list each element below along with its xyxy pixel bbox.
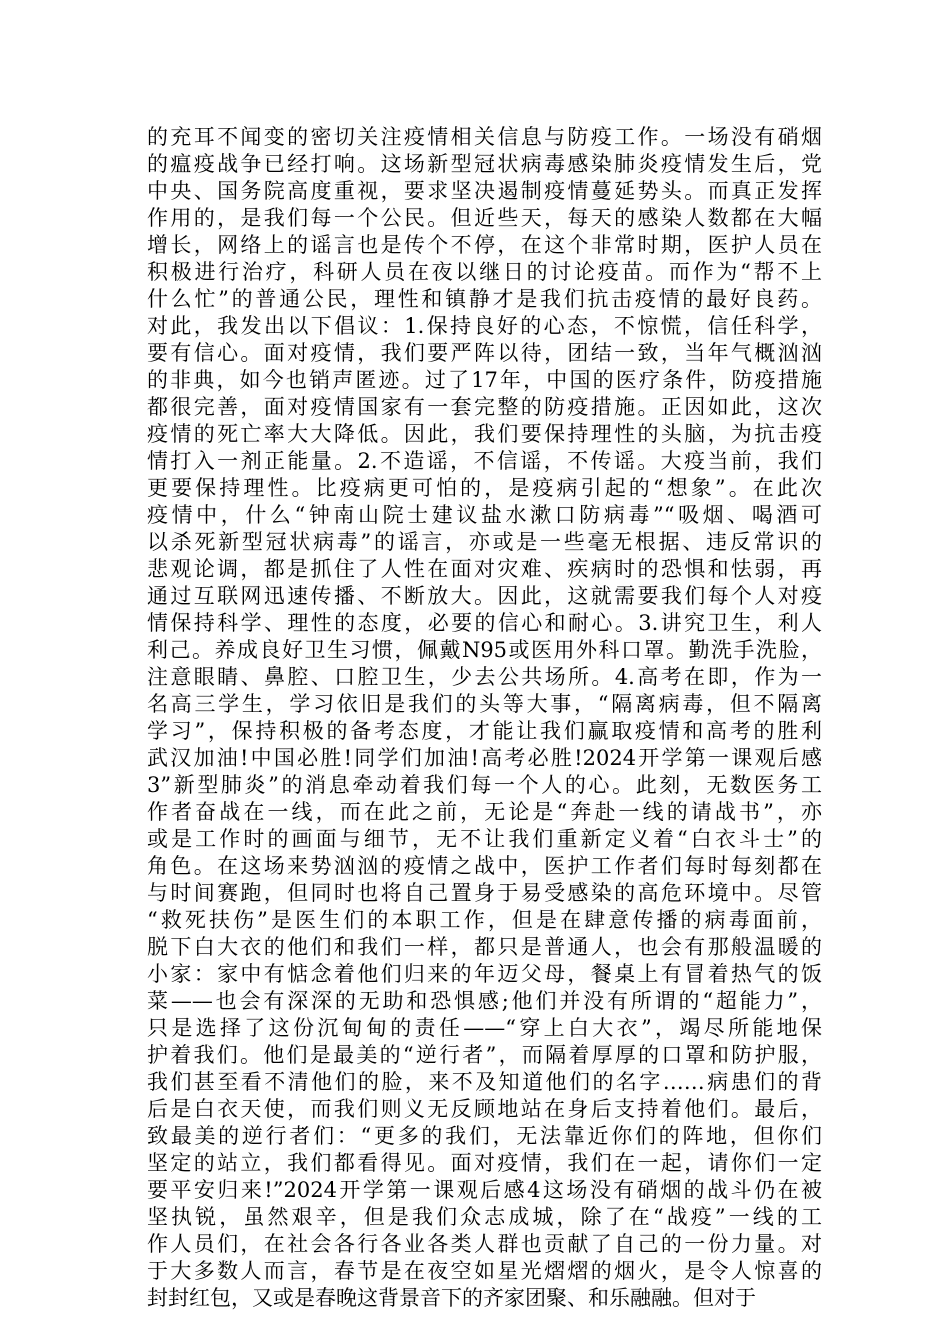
text-line: 菜——也会有深深的无助和恐惧感;他们并没有所谓的“超能力”， — [147, 989, 822, 1013]
text-line: 角色。在这场来势汹汹的疫情之战中，医护工作者们每时每刻都在 — [147, 854, 822, 878]
text-line: 或是工作时的画面与细节，无不让我们重新定义着“白衣斗士”的 — [147, 827, 822, 851]
text-line: 什么忙”的普通公民，理性和镇静才是我们抗击疫情的最好良药。 — [147, 287, 822, 311]
text-line: 的充耳不闻变的密切关注疫情相关信息与防疫工作。一场没有硝烟 — [147, 125, 822, 149]
text-line: 更要保持理性。比疫病更可怕的，是疫病引起的“想象”。在此次 — [147, 476, 822, 500]
text-line: 作者奋战在一线，而在此之前，无论是“奔赴一线的请战书”，亦 — [147, 800, 822, 824]
text-line: 的瘟疫战争已经打响。这场新型冠状病毒感染肺炎疫情发生后，党 — [147, 152, 822, 176]
text-line: 疫情的死亡率大大降低。因此，我们要保持理性的头脑，为抗击疫 — [147, 422, 822, 446]
text-line: 都很完善，面对疫情国家有一套完整的防疫措施。正因如此，这次 — [147, 395, 822, 419]
text-line: 小家：家中有惦念着他们归来的年迈父母，餐桌上有冒着热气的饭 — [147, 962, 822, 986]
text-line: 我们甚至看不清他们的脸，来不及知道他们的名字……病患们的背 — [147, 1070, 822, 1094]
text-line: 的非典，如今也销声匿迹。过了17年，中国的医疗条件，防疫措施 — [147, 368, 822, 392]
text-line: 与时间赛跑，但同时也将自己置身于易受感染的高危环境中。尽管 — [147, 881, 822, 905]
text-line: “救死扶伤”是医生们的本职工作，但是在肆意传播的病毒面前， — [147, 908, 822, 932]
body-text — [147, 124, 822, 1312]
text-line: 坚执锐，虽然艰辛，但是我们众志成城，除了在“战疫”一线的工 — [147, 1205, 822, 1229]
text-line: 武汉加油!中国必胜!同学们加油!高考必胜!2024开学第一课观后感 — [147, 746, 822, 770]
text-line: 疫情中，什么“钟南山院士建议盐水漱口防病毒”“吸烟、喝酒可 — [147, 503, 822, 527]
text-line: 护着我们。他们是最美的“逆行者”，而隔着厚厚的口罩和防护服， — [147, 1043, 822, 1067]
text-line: 致最美的逆行者们：“更多的我们，无法靠近你们的阵地，但你们 — [147, 1124, 822, 1148]
text-line: 情打入一剂正能量。2.不造谣，不信谣，不传谣。大疫当前，我们 — [147, 449, 822, 473]
text-line: 只是选择了这份沉甸甸的责任——“穿上白大衣”，竭尽所能地保 — [147, 1016, 822, 1040]
text-line: 悲观论调，都是抓住了人性在面对灾难、疾病时的恐惧和怯弱，再 — [147, 557, 822, 581]
text-line: 3”新型肺炎”的消息牵动着我们每一个人的心。此刻，无数医务工 — [147, 773, 822, 797]
text-line: 积极进行治疗，科研人员在夜以继日的讨论疫苗。而作为“帮不上 — [147, 260, 822, 284]
text-line: 名高三学生，学习依旧是我们的头等大事，“隔离病毒，但不隔离 — [147, 692, 822, 716]
text-line: 封封红包，又或是春晚这背景音下的齐家团聚、和乐融融。但对于 — [147, 1286, 756, 1310]
text-line: 增长，网络上的谣言也是传个不停，在这个非常时期，医护人员在 — [147, 233, 822, 257]
text-line: 于大多数人而言，春节是在夜空如星光熠熠的烟火，是令人惊喜的 — [147, 1259, 822, 1283]
text-line: 通过互联网迅速传播、不断放大。因此，这就需要我们每个人对疫 — [147, 584, 822, 608]
text-line: 对此，我发出以下倡议：1.保持良好的心态，不惊慌，信任科学， — [147, 314, 822, 338]
text-line: 要平安归来!”2024开学第一课观后感4这场没有硝烟的战斗仍在被 — [147, 1178, 822, 1202]
text-line: 作用的，是我们每一个公民。但近些天，每天的感染人数都在大幅 — [147, 206, 822, 230]
text-line: 以杀死新型冠状病毒”的谣言，亦或是一些毫无根据、违反常识的 — [147, 530, 822, 554]
text-line: 作人员们，在社会各行各业各类人群也贡献了自己的一份力量。对 — [147, 1232, 822, 1256]
text-line: 情保持科学、理性的态度，必要的信心和耐心。3.讲究卫生，利人 — [147, 611, 822, 635]
text-line: 要有信心。面对疫情，我们要严阵以待，团结一致，当年气概汹汹 — [147, 341, 822, 365]
text-line: 后是白衣天使，而我们则义无反顾地站在身后支持着他们。最后， — [147, 1097, 822, 1121]
text-line: 利己。养成良好卫生习惯，佩戴N95或医用外科口罩。勤洗手洗脸， — [147, 638, 822, 662]
text-line: 注意眼睛、鼻腔、口腔卫生，少去公共场所。4.高考在即，作为一 — [147, 665, 822, 689]
text-line: 中央、国务院高度重视，要求坚决遏制疫情蔓延势头。而真正发挥 — [147, 179, 822, 203]
text-line: 坚定的站立，我们都看得见。面对疫情，我们在一起，请你们一定 — [147, 1151, 822, 1175]
text-line: 学习”，保持积极的备考态度，才能让我们赢取疫情和高考的胜利 — [147, 719, 822, 743]
text-line: 脱下白大衣的他们和我们一样，都只是普通人，也会有那般温暖的 — [147, 935, 822, 959]
